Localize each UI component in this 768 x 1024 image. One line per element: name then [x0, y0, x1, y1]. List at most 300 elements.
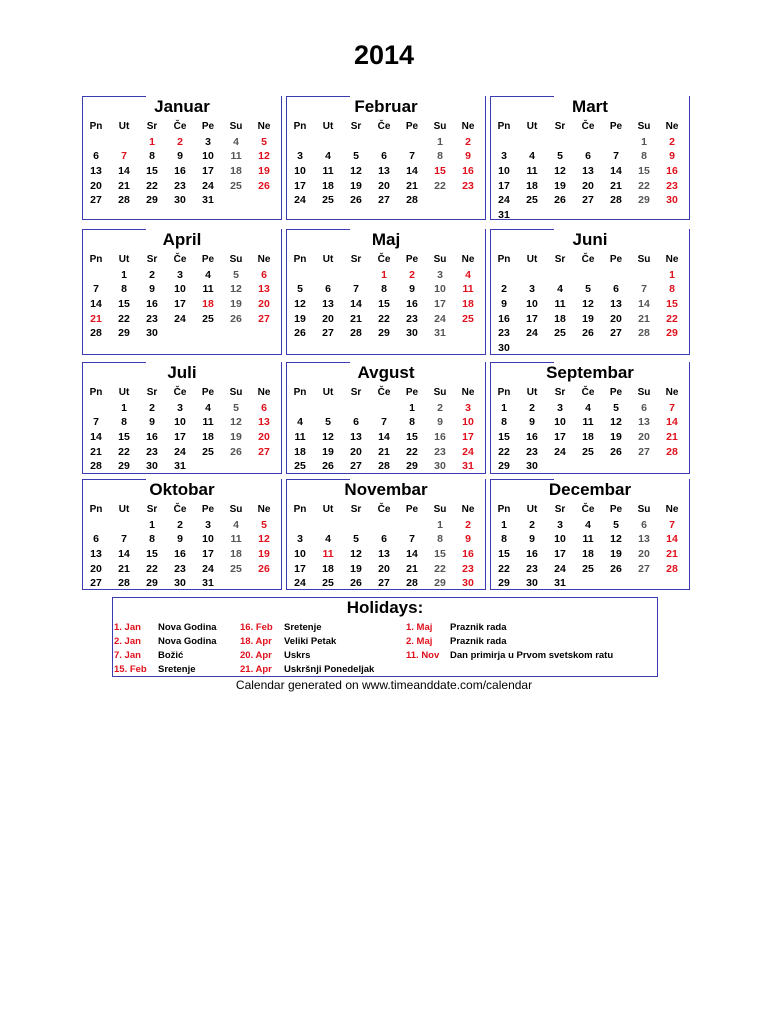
day-cell: 27	[638, 562, 650, 575]
day-cell: 14	[90, 431, 102, 444]
day-cell: 4	[529, 150, 535, 163]
day-cell: 4	[205, 268, 211, 281]
day-cell: 6	[381, 150, 387, 163]
empty-cell	[342, 268, 370, 283]
day-cell: 1	[641, 135, 647, 148]
empty-cell	[518, 135, 546, 150]
empty-cell	[286, 135, 314, 150]
day-cell: 25	[294, 460, 306, 473]
empty-cell	[490, 135, 518, 150]
holiday-row	[114, 649, 217, 663]
empty-cell	[166, 326, 194, 341]
weekday-header: Sr	[554, 121, 566, 132]
day-cell: 23	[146, 312, 158, 325]
holiday-date: 20. Apr	[240, 650, 272, 661]
day-cell: 4	[585, 401, 591, 414]
day-cell: 19	[258, 165, 270, 178]
day-cell: 26	[582, 327, 594, 340]
weekday-header: Če	[173, 121, 187, 132]
day-cell: 14	[406, 548, 418, 561]
day-cell: 7	[409, 533, 415, 546]
weekday-header: Ut	[118, 504, 130, 515]
day-cell: 17	[462, 431, 474, 444]
weekday-header: Pn	[293, 121, 307, 132]
holiday-name: Dan primirja u Prvom svetskom ratu	[450, 650, 614, 661]
day-cell: 23	[146, 445, 158, 458]
weekday-header: Ut	[526, 387, 538, 398]
day-cell: 24	[498, 194, 510, 207]
day-cell: 30	[434, 460, 446, 473]
day-cell: 7	[93, 283, 99, 296]
day-cell: 14	[378, 431, 390, 444]
month-septembar	[490, 362, 690, 474]
weekday-header: Pe	[405, 387, 419, 398]
day-cell: 11	[322, 165, 334, 178]
day-cell: 24	[202, 562, 214, 575]
weekday-header: Su	[637, 504, 651, 515]
month-name: Juli	[167, 363, 197, 382]
day-cell: 15	[406, 431, 418, 444]
day-cell: 3	[529, 283, 535, 296]
day-cell: 24	[202, 179, 214, 192]
day-cell: 28	[610, 194, 622, 207]
day-cell: 22	[498, 562, 510, 575]
day-cell: 14	[118, 548, 130, 561]
empty-cell	[602, 268, 630, 283]
day-cell: 13	[582, 165, 594, 178]
month-juli	[82, 362, 282, 474]
day-cell: 20	[258, 431, 270, 444]
weekday-header: Pn	[293, 387, 307, 398]
day-cell: 25	[582, 445, 594, 458]
day-cell: 30	[406, 327, 418, 340]
weekday-header: Če	[173, 254, 187, 265]
empty-cell	[314, 518, 342, 533]
holiday-row	[114, 635, 217, 649]
day-cell: 19	[230, 431, 242, 444]
day-cell: 27	[258, 312, 270, 325]
day-cell: 19	[230, 298, 242, 311]
weekday-header: Pe	[609, 254, 623, 265]
day-cell: 4	[557, 283, 563, 296]
day-cell: 10	[202, 150, 214, 163]
day-cell: 21	[90, 312, 102, 325]
day-cell: 23	[526, 445, 538, 458]
day-cell: 18	[554, 312, 566, 325]
day-cell: 24	[174, 445, 186, 458]
empty-cell	[658, 576, 686, 591]
month-name: Novembar	[344, 480, 428, 499]
holiday-name: Božić	[158, 650, 184, 661]
day-cell: 25	[526, 194, 538, 207]
footer-text[interactable]: Calendar generated on www.timeanddate.com/calendar	[235, 678, 533, 692]
day-cell: 16	[462, 548, 474, 561]
empty-cell	[314, 135, 342, 150]
day-cell: 13	[90, 548, 102, 561]
day-cell: 12	[350, 165, 362, 178]
empty-cell	[286, 518, 314, 533]
day-cell: 28	[350, 327, 362, 340]
weekday-header: Pn	[497, 504, 511, 515]
day-cell: 28	[638, 327, 650, 340]
month-name: Mart	[572, 97, 608, 116]
month-oktobar	[82, 479, 282, 590]
day-cell: 15	[638, 165, 650, 178]
day-cell: 23	[174, 562, 186, 575]
day-cell: 23	[462, 179, 474, 192]
day-cell: 21	[118, 179, 130, 192]
month-name: Juni	[572, 230, 608, 249]
day-cell: 15	[666, 298, 678, 311]
day-cell: 11	[582, 533, 594, 546]
day-cell: 16	[174, 165, 186, 178]
weekday-header: Sr	[350, 504, 362, 515]
empty-cell	[574, 459, 602, 474]
holiday-column	[240, 621, 374, 677]
day-cell: 9	[149, 283, 155, 296]
weekday-header: Ut	[322, 504, 334, 515]
day-cell: 7	[409, 150, 415, 163]
day-cell: 5	[261, 518, 267, 531]
holiday-row	[240, 649, 374, 663]
day-cell: 15	[434, 548, 446, 561]
day-cell: 5	[353, 150, 359, 163]
empty-cell	[286, 401, 314, 416]
day-cell: 26	[350, 577, 362, 590]
empty-cell	[602, 208, 630, 223]
empty-cell	[110, 518, 138, 533]
day-cell: 11	[462, 283, 474, 296]
weekday-header: Sr	[554, 504, 566, 515]
day-cell: 15	[118, 298, 130, 311]
empty-cell	[490, 268, 518, 283]
day-cell: 17	[202, 548, 214, 561]
holiday-row	[406, 649, 613, 663]
day-cell: 1	[669, 268, 675, 281]
month-name: Septembar	[546, 363, 634, 382]
weekday-header: Sr	[350, 387, 362, 398]
day-cell: 23	[666, 179, 678, 192]
day-cell: 11	[230, 533, 242, 546]
day-cell: 28	[118, 194, 130, 207]
day-cell: 22	[118, 445, 130, 458]
month-grid	[286, 253, 482, 341]
day-cell: 24	[294, 194, 306, 207]
day-cell: 4	[465, 268, 471, 281]
weekday-header: Če	[581, 121, 595, 132]
day-cell: 18	[322, 179, 334, 192]
weekday-header: Ne	[257, 387, 271, 398]
day-cell: 28	[378, 460, 390, 473]
day-cell: 6	[585, 150, 591, 163]
day-cell: 17	[174, 298, 186, 311]
day-cell: 9	[177, 150, 183, 163]
day-cell: 18	[526, 179, 538, 192]
empty-cell	[518, 268, 546, 283]
day-cell: 16	[498, 312, 510, 325]
day-cell: 26	[230, 312, 242, 325]
day-cell: 19	[554, 179, 566, 192]
day-cell: 14	[610, 165, 622, 178]
day-cell: 30	[174, 194, 186, 207]
day-cell: 17	[202, 165, 214, 178]
empty-cell	[314, 401, 342, 416]
holiday-column	[406, 621, 613, 663]
empty-cell	[602, 135, 630, 150]
empty-cell	[630, 576, 658, 591]
day-cell: 20	[378, 562, 390, 575]
day-cell: 6	[641, 401, 647, 414]
day-cell: 8	[381, 283, 387, 296]
day-cell: 16	[462, 165, 474, 178]
day-cell: 30	[146, 327, 158, 340]
empty-cell	[250, 326, 278, 341]
day-cell: 9	[149, 416, 155, 429]
day-cell: 19	[582, 312, 594, 325]
day-cell: 6	[325, 283, 331, 296]
day-cell: 25	[322, 577, 334, 590]
weekday-header: Su	[637, 121, 651, 132]
day-cell: 23	[498, 327, 510, 340]
day-cell: 12	[230, 283, 242, 296]
day-cell: 19	[350, 562, 362, 575]
month-grid	[490, 386, 686, 474]
day-cell: 9	[501, 298, 507, 311]
empty-cell	[342, 135, 370, 150]
empty-cell	[546, 268, 574, 283]
empty-cell	[398, 518, 426, 533]
day-cell: 29	[498, 460, 510, 473]
day-cell: 3	[501, 150, 507, 163]
day-cell: 27	[90, 577, 102, 590]
holiday-date: 21. Apr	[240, 664, 272, 675]
weekday-header: Če	[377, 121, 391, 132]
day-cell: 31	[434, 327, 446, 340]
day-cell: 3	[557, 401, 563, 414]
weekday-header: Ut	[322, 121, 334, 132]
day-cell: 17	[294, 562, 306, 575]
weekday-header: Ut	[118, 254, 130, 265]
weekday-header: Su	[433, 254, 447, 265]
day-cell: 18	[230, 165, 242, 178]
day-cell: 19	[294, 312, 306, 325]
day-cell: 7	[353, 283, 359, 296]
day-cell: 3	[297, 150, 303, 163]
day-cell: 27	[350, 460, 362, 473]
weekday-header: Če	[581, 254, 595, 265]
weekday-header: Su	[637, 254, 651, 265]
day-cell: 8	[501, 416, 507, 429]
day-cell: 17	[294, 179, 306, 192]
day-cell: 4	[205, 401, 211, 414]
month-april	[82, 229, 282, 355]
weekday-header: Ut	[322, 254, 334, 265]
day-cell: 24	[434, 312, 446, 325]
day-cell: 28	[666, 445, 678, 458]
day-cell: 20	[582, 179, 594, 192]
day-cell: 26	[610, 445, 622, 458]
empty-cell	[110, 135, 138, 150]
month-name: Avgust	[357, 363, 415, 382]
day-cell: 7	[121, 150, 127, 163]
month-grid	[82, 253, 278, 341]
day-cell: 1	[381, 268, 387, 281]
day-cell: 7	[93, 416, 99, 429]
day-cell: 31	[498, 209, 510, 222]
month-novembar	[286, 479, 486, 590]
day-cell: 15	[498, 548, 510, 561]
month-name: April	[162, 230, 202, 249]
weekday-header: Pn	[293, 254, 307, 265]
day-cell: 2	[149, 268, 155, 281]
empty-cell	[602, 341, 630, 356]
weekday-header: Ne	[665, 121, 679, 132]
day-cell: 14	[118, 165, 130, 178]
empty-cell	[222, 326, 250, 341]
day-cell: 27	[322, 327, 334, 340]
day-cell: 3	[437, 268, 443, 281]
weekday-header: Pn	[89, 254, 103, 265]
day-cell: 25	[582, 562, 594, 575]
day-cell: 8	[437, 533, 443, 546]
day-cell: 17	[434, 298, 446, 311]
day-cell: 6	[261, 401, 267, 414]
day-cell: 28	[406, 577, 418, 590]
day-cell: 11	[322, 548, 334, 561]
day-cell: 12	[582, 298, 594, 311]
holiday-date: 7. Jan	[114, 650, 141, 661]
month-name: Decembar	[548, 480, 632, 499]
day-cell: 3	[205, 518, 211, 531]
day-cell: 5	[297, 283, 303, 296]
holiday-date: 2. Jan	[114, 636, 141, 647]
day-cell: 21	[406, 179, 418, 192]
day-cell: 4	[325, 533, 331, 546]
day-cell: 27	[378, 577, 390, 590]
day-cell: 25	[202, 312, 214, 325]
day-cell: 26	[230, 445, 242, 458]
month-grid	[286, 386, 482, 474]
day-cell: 9	[465, 150, 471, 163]
day-cell: 13	[378, 548, 390, 561]
day-cell: 28	[666, 562, 678, 575]
month-grid	[82, 503, 278, 591]
empty-cell	[630, 341, 658, 356]
day-cell: 12	[294, 298, 306, 311]
day-cell: 26	[258, 562, 270, 575]
weekday-header: Če	[377, 504, 391, 515]
day-cell: 5	[557, 150, 563, 163]
day-cell: 3	[297, 533, 303, 546]
day-cell: 27	[610, 327, 622, 340]
day-cell: 23	[434, 445, 446, 458]
weekday-header: Ne	[665, 254, 679, 265]
month-name: Oktobar	[149, 480, 215, 499]
day-cell: 27	[378, 194, 390, 207]
day-cell: 17	[498, 179, 510, 192]
day-cell: 19	[350, 179, 362, 192]
day-cell: 22	[638, 179, 650, 192]
day-cell: 14	[90, 298, 102, 311]
day-cell: 3	[205, 135, 211, 148]
day-cell: 29	[378, 327, 390, 340]
day-cell: 13	[258, 283, 270, 296]
day-cell: 6	[353, 416, 359, 429]
weekday-header: Pn	[293, 504, 307, 515]
weekday-header: Sr	[146, 121, 158, 132]
day-cell: 7	[121, 533, 127, 546]
day-cell: 2	[409, 268, 415, 281]
month-grid	[490, 503, 686, 591]
day-cell: 21	[118, 562, 130, 575]
holiday-date: 1. Jan	[114, 622, 141, 633]
weekday-header: Pe	[405, 121, 419, 132]
holiday-name: Sretenje	[284, 622, 322, 633]
weekday-header: Pe	[609, 504, 623, 515]
month-mart	[490, 96, 690, 220]
day-cell: 30	[462, 577, 474, 590]
day-cell: 9	[437, 416, 443, 429]
weekday-header: Ne	[257, 504, 271, 515]
day-cell: 17	[526, 312, 538, 325]
day-cell: 10	[202, 533, 214, 546]
day-cell: 4	[297, 416, 303, 429]
empty-cell	[658, 208, 686, 223]
day-cell: 1	[409, 401, 415, 414]
holidays-title: Holidays:	[346, 598, 424, 617]
weekday-header: Ne	[665, 504, 679, 515]
day-cell: 15	[146, 165, 158, 178]
day-cell: 26	[554, 194, 566, 207]
day-cell: 30	[526, 460, 538, 473]
day-cell: 18	[230, 548, 242, 561]
holiday-row	[240, 635, 374, 649]
weekday-header: Pe	[201, 387, 215, 398]
day-cell: 25	[202, 445, 214, 458]
day-cell: 31	[202, 577, 214, 590]
day-cell: 13	[378, 165, 390, 178]
empty-cell	[250, 576, 278, 591]
day-cell: 1	[501, 518, 507, 531]
day-cell: 16	[146, 298, 158, 311]
day-cell: 21	[406, 562, 418, 575]
empty-cell	[82, 268, 110, 283]
day-cell: 15	[498, 431, 510, 444]
month-grid	[82, 120, 278, 208]
empty-cell	[574, 208, 602, 223]
day-cell: 20	[378, 179, 390, 192]
day-cell: 4	[233, 518, 239, 531]
day-cell: 9	[177, 533, 183, 546]
day-cell: 1	[149, 518, 155, 531]
weekday-header: Su	[433, 387, 447, 398]
day-cell: 13	[350, 431, 362, 444]
holiday-date: 15. Feb	[114, 664, 147, 675]
day-cell: 8	[669, 283, 675, 296]
day-cell: 21	[666, 548, 678, 561]
holiday-date: 11. Nov	[406, 650, 440, 661]
day-cell: 19	[258, 548, 270, 561]
day-cell: 4	[585, 518, 591, 531]
day-cell: 26	[294, 327, 306, 340]
empty-cell	[630, 268, 658, 283]
day-cell: 18	[582, 431, 594, 444]
day-cell: 28	[90, 327, 102, 340]
day-cell: 22	[406, 445, 418, 458]
weekday-header: Pe	[609, 121, 623, 132]
weekday-header: Pe	[609, 387, 623, 398]
holiday-date: 2. Maj	[406, 636, 433, 647]
